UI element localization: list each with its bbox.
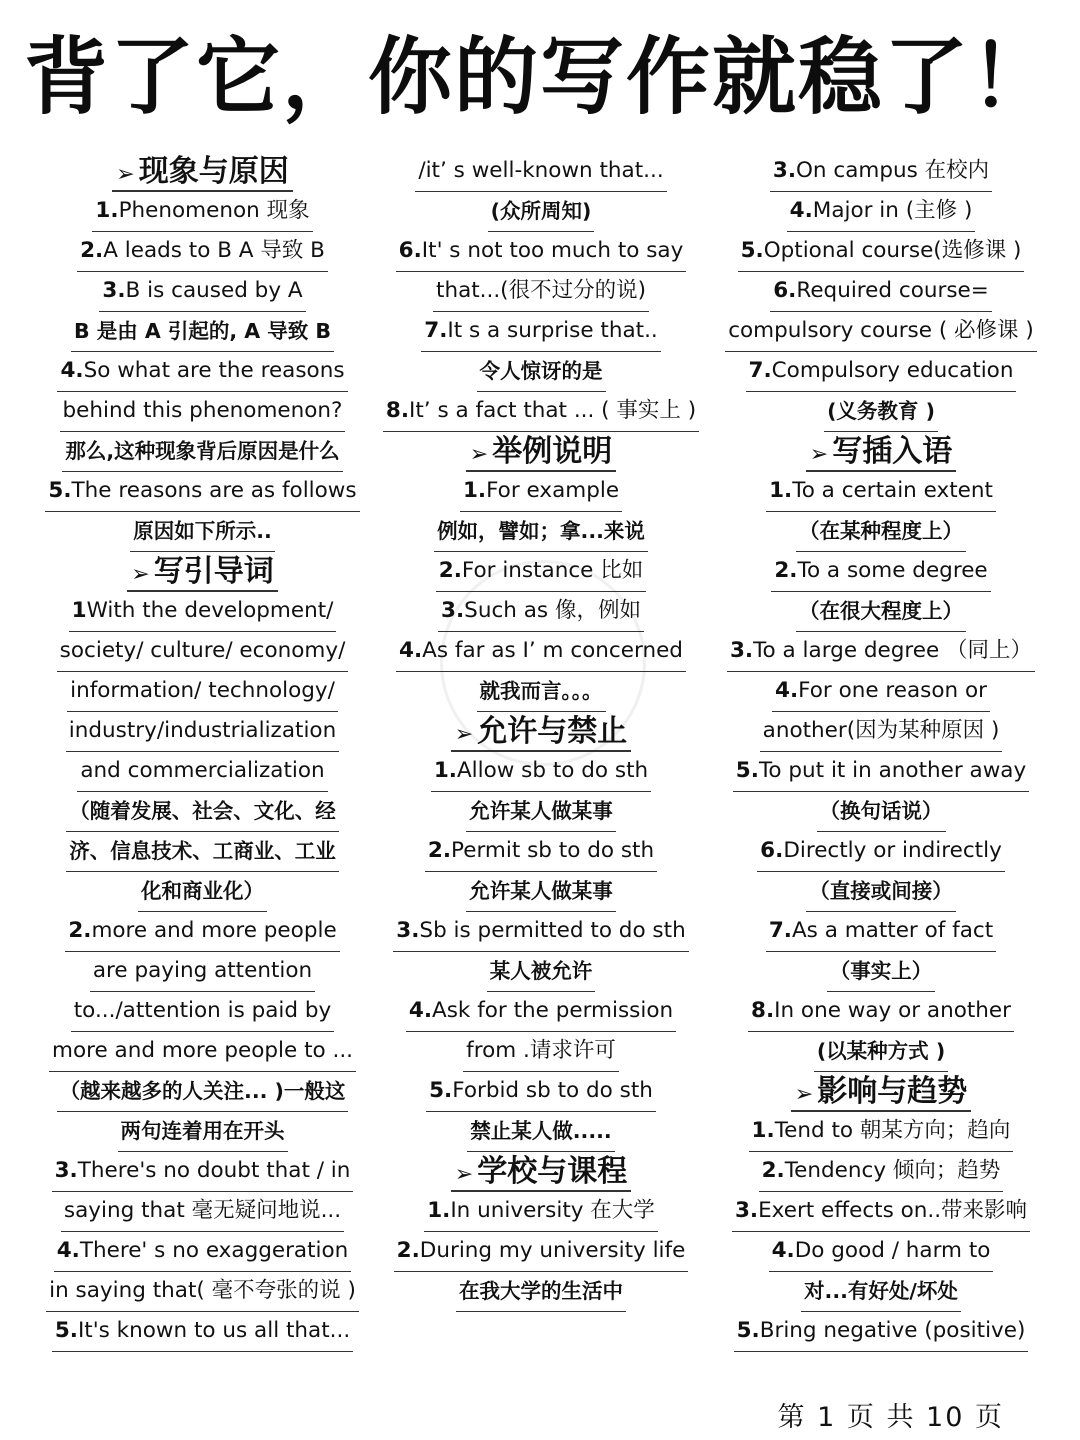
item-number: 5. bbox=[54, 1318, 78, 1343]
section-heading bbox=[127, 552, 277, 592]
phrase-line bbox=[71, 992, 335, 1032]
phrase-line bbox=[52, 1312, 353, 1352]
item-number: 2. bbox=[80, 238, 104, 263]
translation-line bbox=[488, 192, 595, 232]
translation-line bbox=[57, 1072, 349, 1112]
item-number: 3. bbox=[772, 158, 796, 183]
phrase-line bbox=[54, 1232, 352, 1272]
phrase-text: 令人惊讶的是 bbox=[479, 359, 603, 383]
phrase-line bbox=[727, 632, 1035, 672]
phrase-line bbox=[393, 912, 688, 952]
phrase-line bbox=[766, 912, 996, 952]
translation-line bbox=[796, 592, 966, 632]
item-number: 3. bbox=[734, 1198, 759, 1223]
phrase-text: more and more people bbox=[91, 918, 337, 943]
arrow-bullet-icon: ➢ bbox=[794, 1082, 814, 1107]
phrase-text: （越来越多的人关注... )一般这 bbox=[59, 1079, 346, 1103]
phrase-line bbox=[60, 392, 346, 432]
phrase-text: （在某种程度上） bbox=[799, 519, 963, 543]
phrase-text: Permit sb to do sth bbox=[451, 838, 655, 863]
item-number: 4. bbox=[56, 1238, 80, 1263]
item-number: 1 bbox=[71, 598, 87, 623]
item-number: 2. bbox=[761, 1158, 785, 1183]
phrase-text: （在很大程度上） bbox=[799, 599, 963, 623]
phrase-text: 就我而言。。。 bbox=[479, 679, 603, 703]
phrase-line bbox=[426, 1072, 656, 1112]
phrase-line bbox=[438, 592, 644, 632]
phrase-text: During my university life bbox=[419, 1238, 686, 1263]
phrase-line bbox=[77, 752, 327, 792]
item-number: 1. bbox=[769, 478, 793, 503]
phrase-line bbox=[431, 752, 651, 792]
translation-line bbox=[466, 792, 616, 832]
item-number: 1. bbox=[433, 758, 457, 783]
phrase-line bbox=[787, 192, 976, 232]
item-number: 5. bbox=[740, 238, 764, 263]
translation-line bbox=[477, 672, 606, 712]
translation-line bbox=[487, 952, 596, 992]
phrase-text: For example bbox=[486, 478, 620, 503]
phrase-line bbox=[759, 1152, 1004, 1192]
arrow-bullet-icon: ➢ bbox=[454, 722, 474, 747]
arrow-bullet-icon: ➢ bbox=[809, 442, 829, 467]
item-number: 4. bbox=[408, 998, 432, 1023]
phrase-line bbox=[463, 1032, 619, 1072]
phrase-text: 允许某人做某事 bbox=[469, 879, 613, 903]
section-heading-text: 举例说明 bbox=[492, 434, 613, 469]
phrase-text: In one way or another bbox=[774, 998, 1011, 1023]
item-number: 1. bbox=[427, 1198, 451, 1223]
page-title: 背了它，你的写作就稳了！ bbox=[23, 28, 1056, 126]
phrase-text: With the development/ bbox=[86, 598, 334, 623]
phrase-text: （随着发展、社会、文化、经 bbox=[69, 799, 336, 823]
phrase-text: another(因为某种原因 ) bbox=[762, 718, 1000, 743]
phrase-line bbox=[770, 152, 992, 192]
column-1 bbox=[40, 152, 365, 1352]
phrase-text: and commercialization bbox=[80, 758, 325, 783]
phrase-line bbox=[421, 312, 661, 352]
phrase-text: （事实上） bbox=[829, 959, 933, 983]
phrase-text: society/ culture/ economy/ bbox=[59, 638, 346, 663]
phrase-line bbox=[90, 952, 315, 992]
item-number: 3. bbox=[102, 278, 126, 303]
translation-line bbox=[434, 512, 648, 552]
phrase-text: that...(很不过分的说) bbox=[436, 278, 646, 303]
phrase-line bbox=[460, 472, 622, 512]
item-number: 1. bbox=[462, 478, 487, 503]
section-heading bbox=[806, 432, 956, 472]
phrase-text: B 是由 A 引起的, A 导致 B bbox=[73, 319, 332, 343]
phrase-text: A leads to B A 导致 B bbox=[103, 238, 325, 263]
section-heading-text: 现象与原因 bbox=[138, 154, 289, 189]
translation-line bbox=[801, 1272, 961, 1312]
phrase-line bbox=[46, 1272, 359, 1312]
phrase-text: It's known to us all that... bbox=[77, 1318, 351, 1343]
item-number: 2. bbox=[774, 558, 798, 583]
phrase-line bbox=[61, 1192, 344, 1232]
phrase-line bbox=[733, 752, 1029, 792]
phrase-line bbox=[45, 472, 359, 512]
phrase-text: Such as 像，例如 bbox=[464, 598, 641, 623]
phrase-text: Directly or indirectly bbox=[783, 838, 1002, 863]
phrase-text: (义务教育 ) bbox=[827, 399, 935, 423]
phrase-text: Major in (主修 ) bbox=[812, 198, 973, 223]
phrase-text: are paying attention bbox=[92, 958, 313, 983]
item-number: 2. bbox=[396, 1238, 420, 1263]
item-number: 3. bbox=[396, 918, 420, 943]
arrow-bullet-icon: ➢ bbox=[131, 562, 150, 587]
phrase-line bbox=[766, 472, 996, 512]
phrase-line bbox=[772, 672, 990, 712]
phrase-line bbox=[424, 1192, 658, 1232]
phrase-line bbox=[396, 632, 686, 672]
phrase-text: （换句话说） bbox=[819, 799, 943, 823]
translation-line bbox=[66, 792, 339, 832]
phrase-text: (众所周知) bbox=[490, 199, 592, 223]
translation-line bbox=[477, 352, 606, 392]
phrase-line bbox=[383, 392, 699, 432]
translation-line bbox=[456, 1272, 626, 1312]
phrase-text: Compulsory education bbox=[771, 358, 1014, 383]
phrase-text: Required course= bbox=[796, 278, 989, 303]
item-number: 3. bbox=[729, 638, 754, 663]
item-number: 2. bbox=[68, 918, 92, 943]
item-number: 4. bbox=[771, 1238, 795, 1263]
phrase-text: 某人被允许 bbox=[489, 959, 593, 983]
phrase-text: 禁止某人做..... bbox=[470, 1119, 612, 1143]
item-number: 5. bbox=[48, 478, 72, 503]
phrase-line bbox=[769, 1232, 994, 1272]
item-number: 4. bbox=[789, 198, 813, 223]
translation-line bbox=[824, 392, 938, 432]
phrase-text: saying that 毫无疑问地说... bbox=[63, 1198, 342, 1223]
item-number: 1. bbox=[751, 1118, 775, 1143]
phrase-text: from .请求许可 bbox=[466, 1038, 616, 1063]
phrase-text: 在我大学的生活中 bbox=[459, 1279, 623, 1303]
item-number: 2. bbox=[427, 838, 452, 863]
phrase-line bbox=[99, 272, 305, 312]
section-heading-text: 允许与禁止 bbox=[477, 714, 628, 749]
phrase-line bbox=[92, 192, 312, 232]
phrase-text: behind this phenomenon? bbox=[62, 398, 343, 423]
phrase-line bbox=[396, 232, 687, 272]
phrase-text: Allow sb to do sth bbox=[456, 758, 649, 783]
phrase-line bbox=[749, 1112, 1014, 1152]
translation-line bbox=[827, 952, 936, 992]
item-number: 8. bbox=[385, 398, 410, 423]
translation-line bbox=[66, 832, 339, 872]
phrase-line bbox=[69, 592, 337, 632]
phrase-text: Sb is permitted to do sth bbox=[419, 918, 686, 943]
phrase-text: 允许某人做某事 bbox=[469, 799, 613, 823]
translation-line bbox=[817, 792, 946, 832]
phrase-text: Optional course(选修课 ) bbox=[763, 238, 1022, 263]
item-number: 4. bbox=[399, 638, 423, 663]
phrase-text: As far as I’ m concerned bbox=[422, 638, 683, 663]
translation-line bbox=[118, 1112, 288, 1152]
phrase-text: As a matter of fact bbox=[791, 918, 994, 943]
translation-line bbox=[466, 872, 616, 912]
item-number: 3. bbox=[54, 1158, 78, 1183]
item-number: 4. bbox=[60, 358, 84, 383]
phrase-text: in saying that( 毫不夸张的说 ) bbox=[49, 1278, 356, 1303]
phrase-text: Bring negative (positive) bbox=[759, 1318, 1026, 1343]
column-3 bbox=[716, 152, 1046, 1352]
phrase-line bbox=[770, 272, 992, 312]
phrase-line bbox=[760, 712, 1003, 752]
item-number: 6. bbox=[760, 838, 784, 863]
section-heading-text: 写引导词 bbox=[153, 554, 274, 589]
phrase-text: Ask for the permission bbox=[432, 998, 674, 1023]
phrase-text: In university 在大学 bbox=[450, 1198, 655, 1223]
phrase-text: 那么,这种现象背后原因是什么 bbox=[65, 439, 340, 463]
item-number: 5. bbox=[429, 1078, 453, 1103]
section-heading-text: 学校与课程 bbox=[477, 1154, 628, 1189]
phrase-text: Exert effects on..带来影响 bbox=[758, 1198, 1028, 1223]
phrase-text: 原因如下所示.. bbox=[133, 519, 272, 543]
phrase-text: 对...有好处/坏处 bbox=[804, 1279, 958, 1303]
phrase-line bbox=[57, 352, 347, 392]
column-2 bbox=[380, 152, 702, 1312]
phrase-line bbox=[57, 632, 349, 672]
phrase-line bbox=[771, 552, 990, 592]
item-number: 4. bbox=[775, 678, 799, 703]
item-number: 7. bbox=[424, 318, 448, 343]
arrow-bullet-icon: ➢ bbox=[116, 162, 135, 187]
item-number: 5. bbox=[736, 1318, 760, 1343]
item-number: 5. bbox=[735, 758, 759, 783]
phrase-text: compulsory course ( 必修课 ) bbox=[728, 318, 1034, 343]
phrase-line bbox=[738, 232, 1025, 272]
phrase-text: Phenomenon 现象 bbox=[118, 198, 310, 223]
arrow-bullet-icon: ➢ bbox=[454, 1162, 474, 1187]
phrase-text: information/ technology/ bbox=[70, 678, 335, 703]
phrase-line bbox=[67, 672, 338, 712]
item-number: 8. bbox=[750, 998, 775, 1023]
phrase-text: It’ s a fact that ... ( 事实上 ) bbox=[409, 398, 697, 423]
phrase-text: On campus 在校内 bbox=[796, 158, 990, 183]
phrase-text: 化和商业化） bbox=[141, 879, 264, 903]
page-footer: 第 1 页 共 10 页 bbox=[777, 1402, 1004, 1433]
translation-line bbox=[796, 512, 966, 552]
translation-line bbox=[814, 1032, 948, 1072]
phrase-text: There's no doubt that / in bbox=[77, 1158, 351, 1183]
phrase-text: For instance 比如 bbox=[461, 558, 644, 583]
arrow-bullet-icon: ➢ bbox=[469, 442, 489, 467]
phrase-text: (以某种方式 ) bbox=[816, 1039, 946, 1063]
phrase-line bbox=[746, 352, 1017, 392]
section-heading bbox=[451, 1152, 631, 1192]
phrase-line bbox=[406, 992, 676, 1032]
phrase-text: To a large degree （同上） bbox=[753, 638, 1033, 663]
section-heading bbox=[466, 432, 616, 472]
phrase-text: Forbid sb to do sth bbox=[452, 1078, 653, 1103]
phrase-text: Do good / harm to bbox=[794, 1238, 991, 1263]
phrase-line bbox=[425, 832, 657, 872]
phrase-text: It' s not too much to say bbox=[421, 238, 684, 263]
section-heading-text: 影响与趋势 bbox=[817, 1074, 968, 1109]
item-number: 2. bbox=[438, 558, 462, 583]
phrase-line bbox=[66, 712, 339, 752]
phrase-line bbox=[77, 232, 328, 272]
phrase-line bbox=[394, 1232, 689, 1272]
item-number: 3. bbox=[441, 598, 465, 623]
phrase-line bbox=[49, 1032, 356, 1072]
phrase-text: So what are the reasons bbox=[83, 358, 345, 383]
phrase-text: Tend to 朝某方向；趋向 bbox=[774, 1118, 1011, 1143]
phrase-text: To a certain extent bbox=[792, 478, 993, 503]
section-heading bbox=[112, 152, 292, 192]
phrase-text: /it’ s well-known that... bbox=[418, 158, 664, 183]
phrase-line bbox=[415, 152, 666, 192]
phrase-text: more and more people to ... bbox=[52, 1038, 353, 1063]
item-number: 7. bbox=[768, 918, 792, 943]
translation-line bbox=[130, 512, 275, 552]
translation-line bbox=[62, 432, 342, 472]
translation-line bbox=[71, 312, 334, 352]
phrase-line bbox=[433, 272, 649, 312]
translation-line bbox=[138, 872, 267, 912]
phrase-text: （直接或间接） bbox=[809, 879, 953, 903]
phrase-text: 济、信息技术、工商业、工业 bbox=[69, 839, 336, 863]
phrase-line bbox=[436, 552, 646, 592]
phrase-text: 例如，譬如；拿...来说 bbox=[437, 519, 645, 543]
phrase-line bbox=[52, 1152, 354, 1192]
item-number: 6. bbox=[773, 278, 797, 303]
phrase-line bbox=[65, 912, 339, 952]
phrase-text: For one reason or bbox=[798, 678, 987, 703]
phrase-text: Tendency 倾向；趋势 bbox=[784, 1158, 1001, 1183]
section-heading bbox=[451, 712, 631, 752]
translation-line bbox=[806, 872, 956, 912]
phrase-text: There' s no exaggeration bbox=[79, 1238, 349, 1263]
item-number: 6. bbox=[398, 238, 422, 263]
phrase-text: to.../attention is paid by bbox=[73, 998, 332, 1023]
translation-line bbox=[467, 1112, 614, 1152]
phrase-text: It s a surprise that.. bbox=[447, 318, 658, 343]
item-number: 1. bbox=[95, 198, 119, 223]
phrase-text: The reasons are as follows bbox=[71, 478, 357, 503]
phrase-line bbox=[725, 312, 1037, 352]
phrase-line bbox=[757, 832, 1005, 872]
phrase-line bbox=[748, 992, 1014, 1032]
phrase-line bbox=[732, 1192, 1030, 1232]
phrase-text: B is caused by A bbox=[125, 278, 303, 303]
phrase-text: industry/industrialization bbox=[68, 718, 337, 743]
section-heading-text: 写插入语 bbox=[832, 434, 953, 469]
phrase-text: To a some degree bbox=[797, 558, 988, 583]
item-number: 7. bbox=[748, 358, 772, 383]
phrase-line bbox=[734, 1312, 1029, 1352]
phrase-text: To put it in another away bbox=[758, 758, 1027, 783]
phrase-text: 两句连着用在开头 bbox=[120, 1119, 285, 1143]
section-heading bbox=[791, 1072, 971, 1112]
